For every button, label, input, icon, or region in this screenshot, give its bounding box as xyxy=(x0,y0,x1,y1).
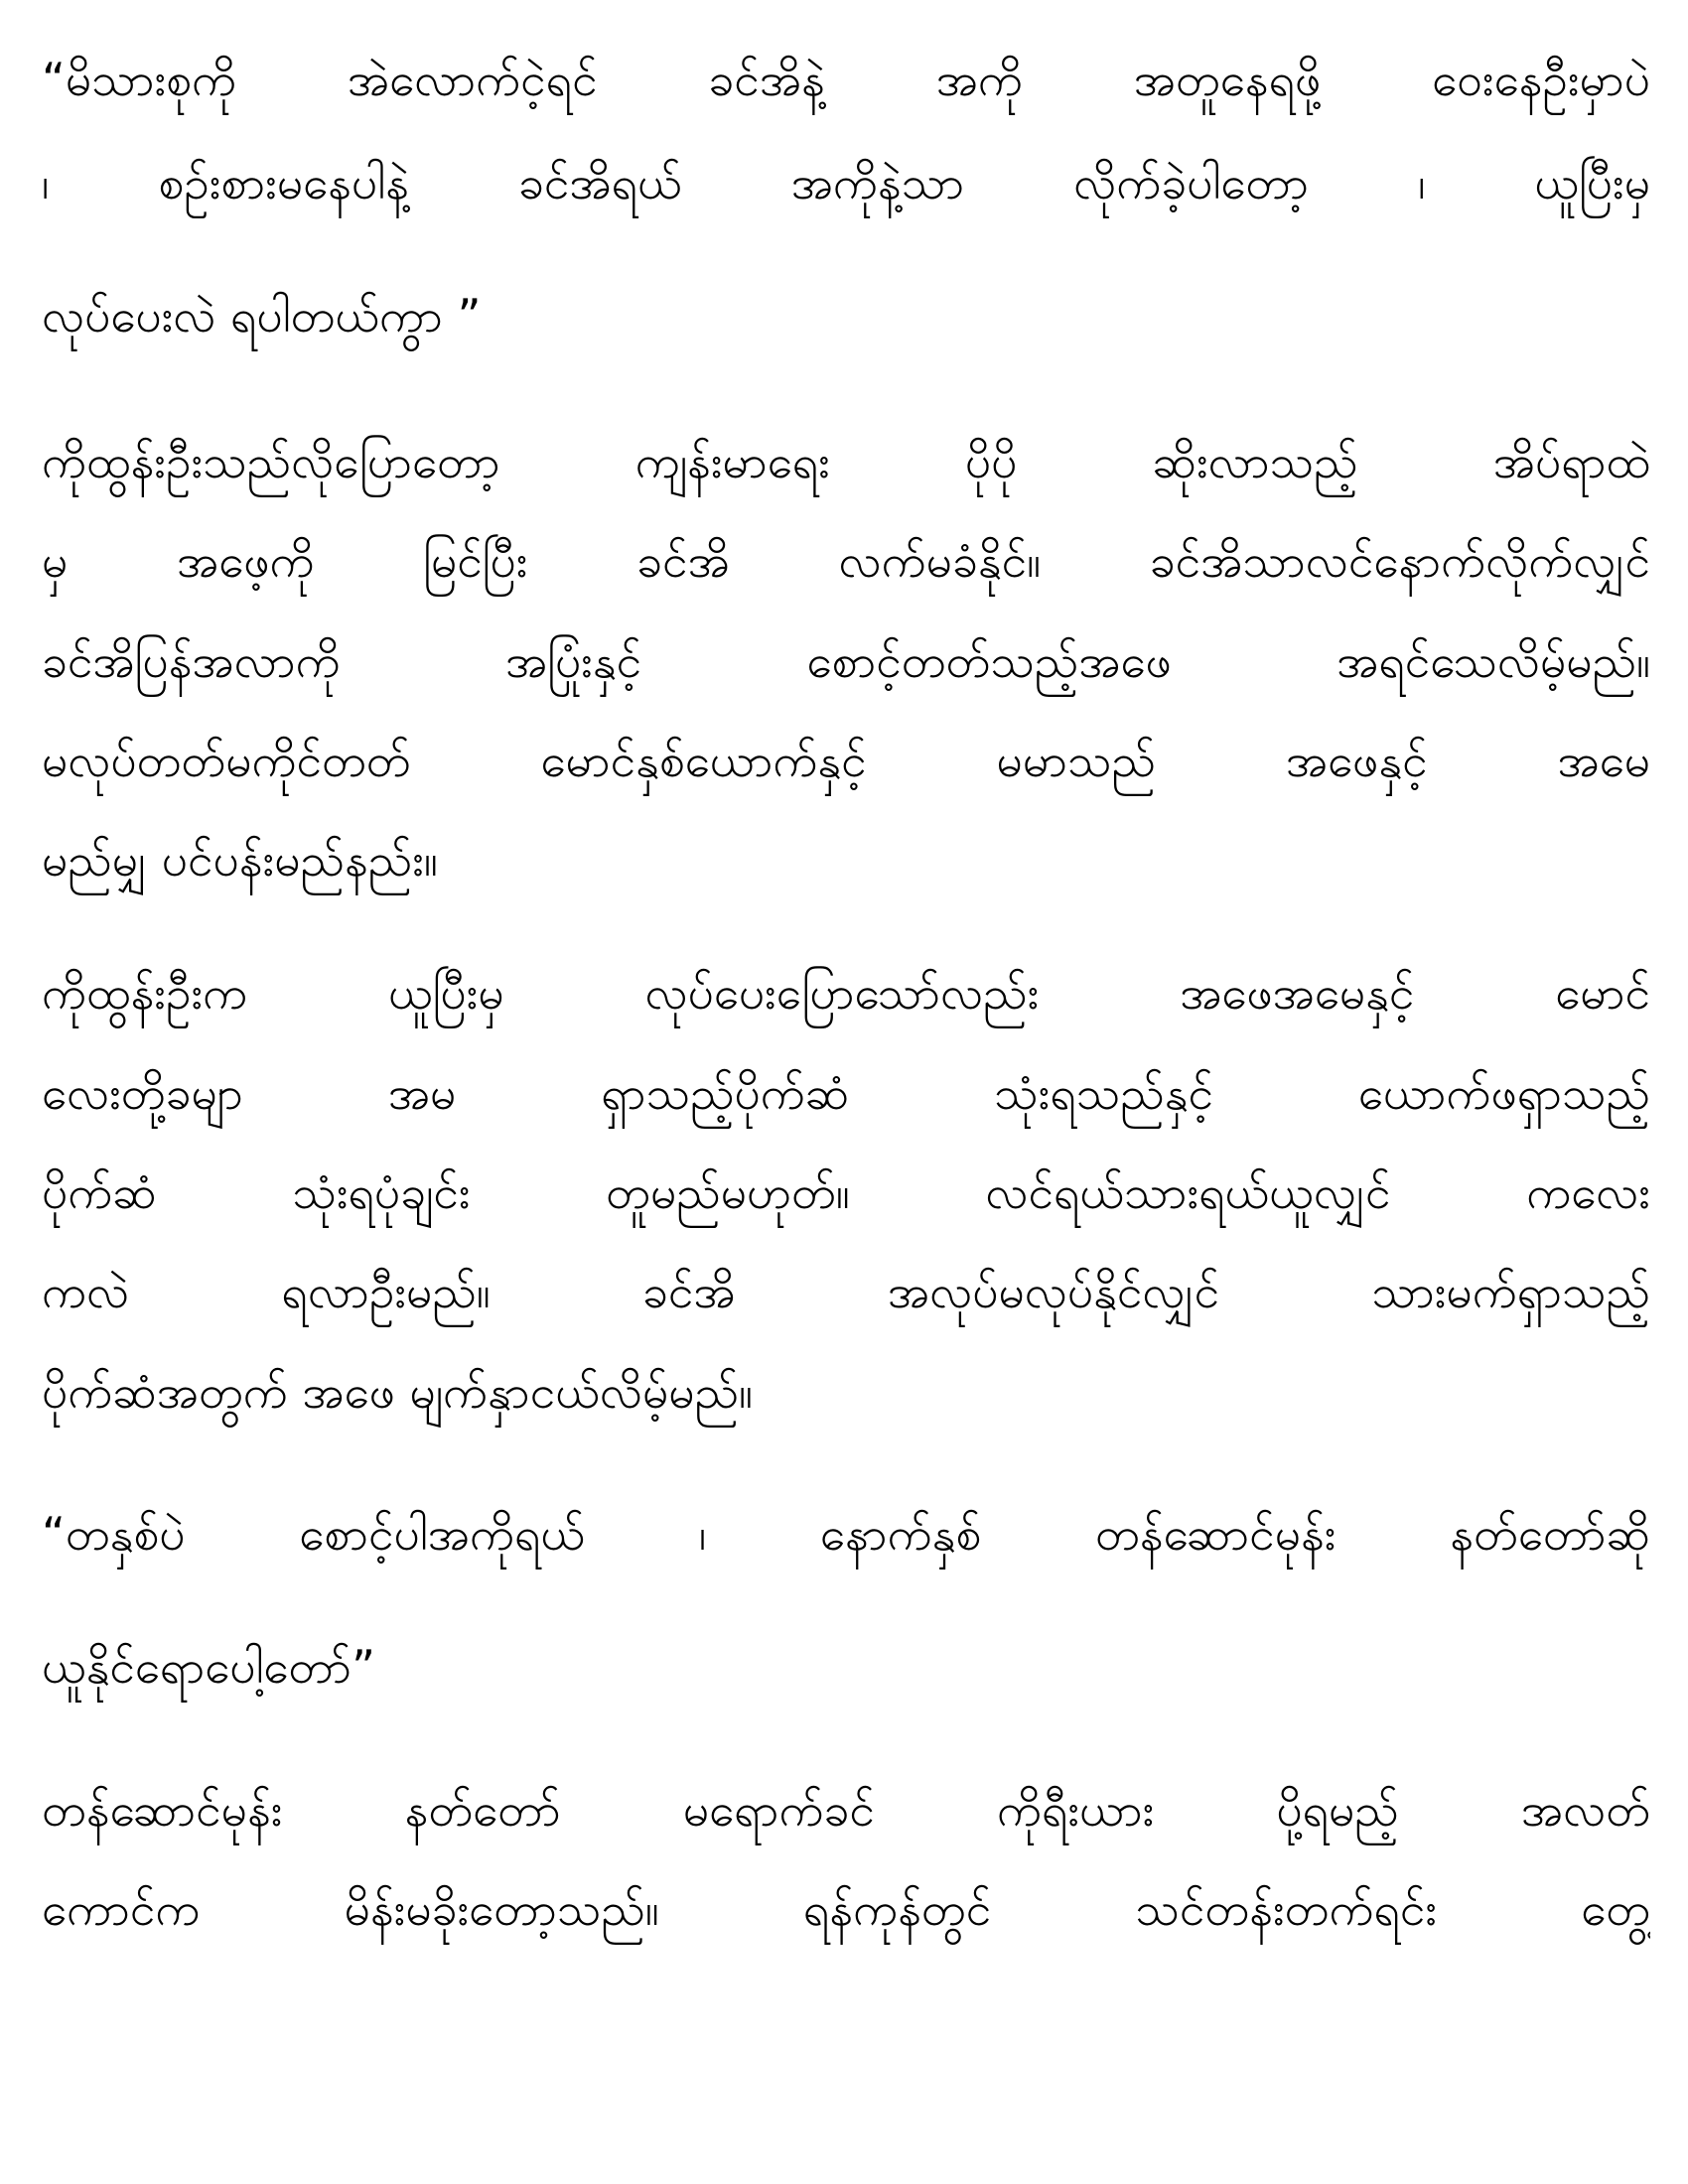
text-line: ကောင်က မိန်းမခိုးတော့သည်။ ရန်ကုန်တွင် သင်တန်းတက်ရင်း တွေ့ xyxy=(42,1882,1650,1936)
text-line: ပိုက်ဆံအတွက် အဖေ မျက်နှာငယ်လိမ့်မည်။ xyxy=(42,1365,753,1419)
text-line: လုပ်ပေးလဲ ရပါတယ်ကွာ ” xyxy=(42,289,482,342)
text-line: မှ အဖေ့ကို မြင်ပြီး ခင်အိ လက်မခံနိုင်။ ခင်အိသာလင်နောက်လိုက်လျှင် xyxy=(42,534,1650,588)
text-line: မလုပ်တတ်မကိုင်တတ် မောင်နှစ်ယောက်နှင့် မမာသည် အဖေနှင့် အမေ xyxy=(42,734,1650,787)
text-line: “မိသားစုကို အဲလောက်ငဲ့ရင် ခင်အိနဲ့ အကို အတူနေရဖို့ ဝေးနေဦးမှာပဲ xyxy=(42,53,1650,106)
text-line: ကိုထွန်းဦးက ယူပြီးမှ လုပ်ပေးပြောသော်လည်း အဖေအမေနှင့် မောင် xyxy=(42,966,1650,1020)
text-line: ကိုထွန်းဦးသည်လိုပြောတော့ ကျန်းမာရေး ပိုပို ဆိုးလာသည့် အိပ်ရာထဲ xyxy=(42,435,1650,488)
text-line: ကလဲ ရလာဦးမည်။ ခင်အိ အလုပ်မလုပ်နိုင်လျှင် သားမက်ရှာသည့် xyxy=(42,1265,1650,1318)
text-line: မည်မျှ ပင်ပန်းမည်နည်း။ xyxy=(42,833,438,887)
text-line: တန်ဆောင်မုန်း နတ်တော် မရောက်ခင် ကိုရီးယား ပို့ရမည့် အလတ် xyxy=(42,1783,1650,1837)
text-line: ခင်အိပြန်အလာကို အပြုံးနှင့် စောင့်တတ်သည့်အဖေ အရင်သေလိမ့်မည်။ xyxy=(42,634,1650,688)
text-line: လေးတို့ခမျာ အမ ရှာသည့်ပိုက်ဆံ သုံးရသည်နှင့် ယောက်ဖရှာသည့် xyxy=(42,1066,1650,1120)
text-line: ယူနိုင်ရောပေါ့တော်” xyxy=(42,1640,375,1694)
text-line: ၊ စဉ်းစားမနေပါနဲ့ ခင်အိရယ် အကိုနဲ့သာ လိုက်ခဲ့ပါတော့ ၊ ယူပြီးမှ xyxy=(42,156,1650,209)
text-line: “တနှစ်ပဲ စောင့်ပါအကိုရယ် ၊ နောက်နှစ် တန်ဆောင်မုန်း နတ်တော်ဆို xyxy=(42,1507,1650,1561)
text-line: ပိုက်ဆံ သုံးရပုံချင်း တူမည်မဟုတ်။ လင်ရယ်သားရယ်ယူလျှင် ကလေး xyxy=(42,1165,1650,1219)
